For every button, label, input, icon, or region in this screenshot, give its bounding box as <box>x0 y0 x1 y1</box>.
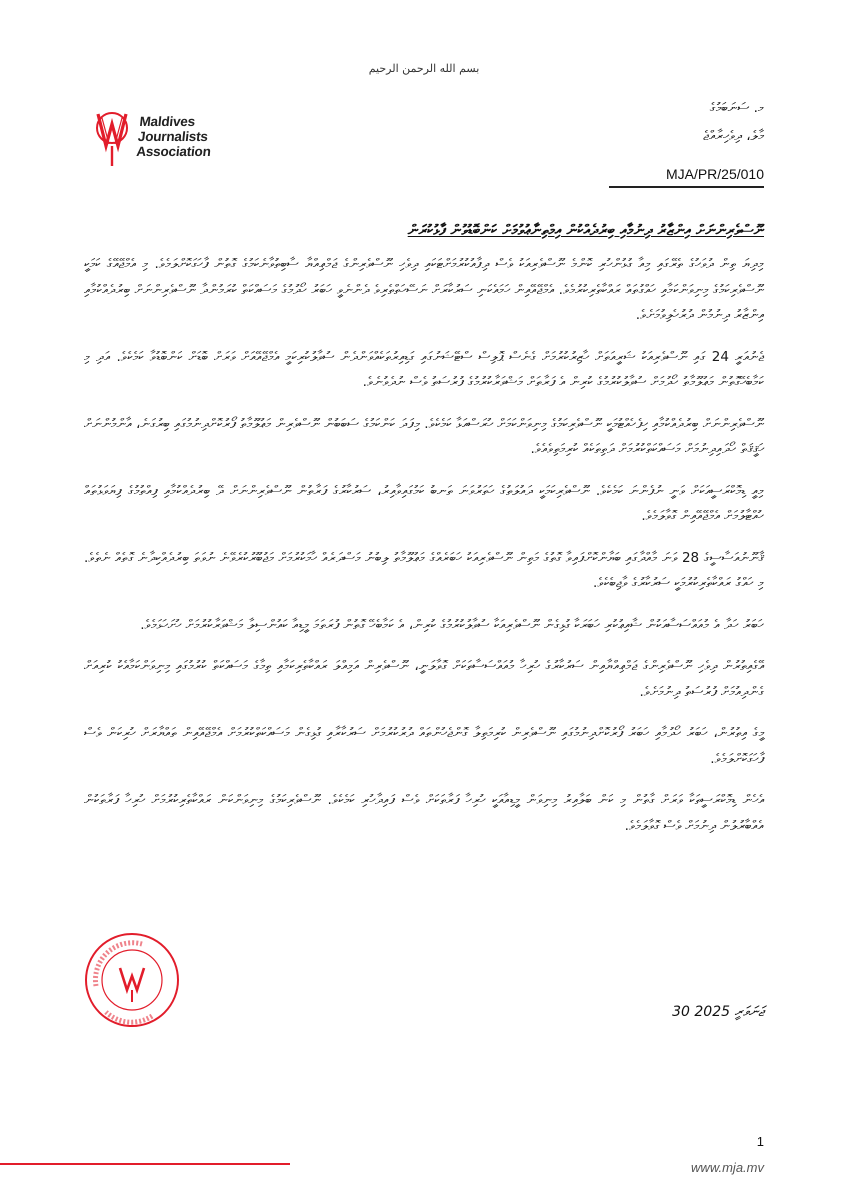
logo-line-1: Maldives <box>138 114 196 129</box>
press-release-title: ނޫސްވެރިންނަށް އިންޒާރު ދިނުމާއި ބިރުދެއްކުން އިމްތިނާޢުވުމަށް ކަންބޮޑުވުން ފާޅުކުރަން <box>407 221 764 239</box>
website-url: www.mja.mv <box>691 1160 764 1175</box>
reference-number: MJA/PR/25/010 <box>665 166 764 182</box>
address-line-1: މ. ސަނަބަމުގެ <box>709 100 764 116</box>
mja-logo-icon <box>92 100 138 170</box>
address-line-2: މާލެ، ދިވެހިރާއްޖެ <box>703 128 764 144</box>
paragraph: ނޫސްވެރިންނަށް ބިރުދެއްކުމާއި ހިފެހެއްޓުމަކީ ނޫސްވެރިކަމުގެ މިނިވަންކަމަށް ހުރަސްއަޅާ ކަމެކެވެ. މިފަދަ ކަންކަމުގެ ސަބަބުން ނޫސްވެރިން މަޢުލޫމާތު ފޯރުކޮށްދިނުމުގައި ބިރުގަނެ، އާންމުންނަށް ހަޤީޤަތް ހޯދައިދިނުމަށް މަސައްކަތްކުރުމަށް ދަތިތަކެއް ކުރިމަތިވެއެވެ. <box>84 415 764 457</box>
paragraph: އެހެން ޑިމޮކްރަސީތަކާ ވަރަށް ގާތުން މި ކަން ބަލާއިރު މިނިވަން މީޑިއާއަކީ ހުރިހާ ފަރާތަކަށް ވެސް ފައިދާހުރި ކަމެކެވެ. ނޫސްވެރިކަމުގެ މިނިވަންކަން ރައްކާތެރިކުރުމަށް ހުރިހާ ފަރާތަކުން އެއްބާރުލުން ދިނުމަށް ވެސް ގޮވާލަމެވެ. <box>84 792 764 834</box>
logo-wordmark <box>136 114 245 159</box>
organization-logo <box>92 100 242 170</box>
paragraph: މިދިޔަ ތިން ދުވަހުގެ ތެރޭގައި މިއާ ގުޅުންހުރި ކޮންމެ ނޫސްވެރިއަކު ވެސް ދިފާއުކުރުމަށްޓަކައި ދިވެހި ނޫސްވެރިންގެ ޖަމްޢިއްޔާ ސާބިތުވާނެކަމުގެ ގޮތުން ފާހަގަކޮށްލަމެވެ. މި އެމްޖޭއޭގެ ކަމަކީ ނޫސްވެރިކަމުގެ މިނިވަންކަމާއި ހައްގުތައް ރައްކާތެރިކުރުމެވެ. އެމްޖޭއޭއިން ހަމައެކަނި ސަރުކާރަށް ނަސޭހަތްތެރިވެ ދެންނެވީ ހަބަރު ހޯދުމުގެ މަސައްކަތް ކުރަމުންދާ ނޫސްވެރިންނަށް ބިރުދެއްކުމާއި އިންޒާރު ދިނުމުން ދުރުހެލިވުމަށެވެ. <box>84 256 764 323</box>
paragraph: ޤާނޫނުއަސާސީގެ 28 ވަނަ މާއްދާގައި ބަޔާންކޮށްފައިވާ ގޮތުގެ މަތިން ނޫސްވެރިއަކު ހަބަރެއްގެ މަޢުލޫމާތު ލިބުނު މަސްދަރެއް ހާމަކުރުމަށް މަޖުބޫރުކުރެވޭނެ ނުވަތަ ބިރުދެއްކިދާނެ ގޮތެއް ނެތެވެ. މި ހައްގު ރައްކާތެރިކުރުމަކީ ސަރުކާރުގެ ވާޖިބެކެވެ. <box>84 549 764 591</box>
logo-line-3: Association <box>135 144 212 159</box>
page-number: 1 <box>756 1134 764 1149</box>
bismillah-heading: بسم الله الرحمن الرحيم <box>368 62 480 75</box>
paragraph: މިއީ ޑިމޮކްރަސީއަކަށް ވަނީ ނުފެންނަ ކަމެކެވެ. ނޫސްވެރިކަމަކީ ދައުލަތުގެ ހަތަރުވަނަ ތަނބު ކަމުގައިވާއިރު، ސަރުކާރުގެ ފަރާތުން ނޫސްވެރިންނަށް ދޭ ބިރުދެއްކުމާއި ފިއްތުމުގެ ފިޔަވަޅުތައް ހުއްޓާލުމަށް އެމްޖޭއޭއިން ގޮވާލަމެވެ. <box>84 482 764 524</box>
paragraph: ހަބަރު ހަދާ އެ މުއައްސަސާއަކުން ޝާއިޢުކުރި ހަބަރަކާ ގުޅިގެން ނޫސްވެރިއަކާ ސުވާލުކުރުމުގެ ކުރިން، އެ ކަމާބެހޭ ގޮތުން ފުރަތަމަ މީޑިއާ ކައުންސިލާ މަޝްވަރާކުރުމަށް ހުށަހަޅަމެވެ. <box>140 616 764 633</box>
paragraph: މީގެ އިތުރުން، ހަބަރު ހޯދުމާއި ހަބަރު ފޯރުކޮށްދިނުމުގައި ނޫސްވެރިން ކުރިމަތިލާ ގޮންޖެހުންތައް ދުރުކުރުމަށް ސަރުކާރާއި ގުޅިގެން މަސައްކަތްކުރުމަށް އެމްޖޭއޭއިން ތައްޔާރަށް ހުރިކަން ވެސް ފާހަގަކޮށްލަމެވެ. <box>84 725 764 767</box>
association-seal <box>82 930 182 1030</box>
footer-accent-line <box>0 1163 290 1165</box>
release-date: 30 ޖަނަވަރީ 2025 <box>672 1004 764 1020</box>
logo-line-2: Journalists <box>137 129 209 144</box>
seal-stamp-icon <box>82 930 182 1030</box>
paragraph: އޭގެއިތުރުން ދިވެހި ނޫސްވެރިންގެ ޖަމްޢިއްޔާއިން ސަރުކާރުގެ ހުރިހާ މުއައްސަސާތަކަށް ގޮވާލަނީ، ނޫސްވެރިން އަމިއްލަ ރައްކާތެރިކަމާއި ތިމާގެ މަސައްކަތް ކުރުމުގައި މިނިވަންކަމާއެކު ކުރިއަށް ގެންދިއުމަށް ފުރުސަތު ދިނުމަށެވެ. <box>84 658 764 700</box>
header-divider <box>609 186 764 188</box>
paragraph: ޖެނުއަރީ 24 ގައި ނޫސްވެރިއަކު ޝަރީއަތަށް ހާޒިރުކުރުމަށް ގެނެސް ޕޮލިސް ސްޓޭޝަނުގައި ގަޑިއިރުތަކެއްވަންދެން ސުވާލުކުރިކަމީ އެމްޖޭއޭއަށް ވަރަށް ބޮޑަށް ކަންބޮޑުވާ ކަމެކެވެ. އަދި މި ކަމާބެހޭގޮތުން މަޢުލޫމާތު ހޯދުމަށް ސުވާލުކުރުމުގެ ކުރިން އެ ފަރާތަށް މަޝްވަރާކުރުމުގެ ފުރުސަތު ވެސް ނުދެވުނެވެ. <box>84 348 764 390</box>
press-release-body <box>84 252 764 855</box>
